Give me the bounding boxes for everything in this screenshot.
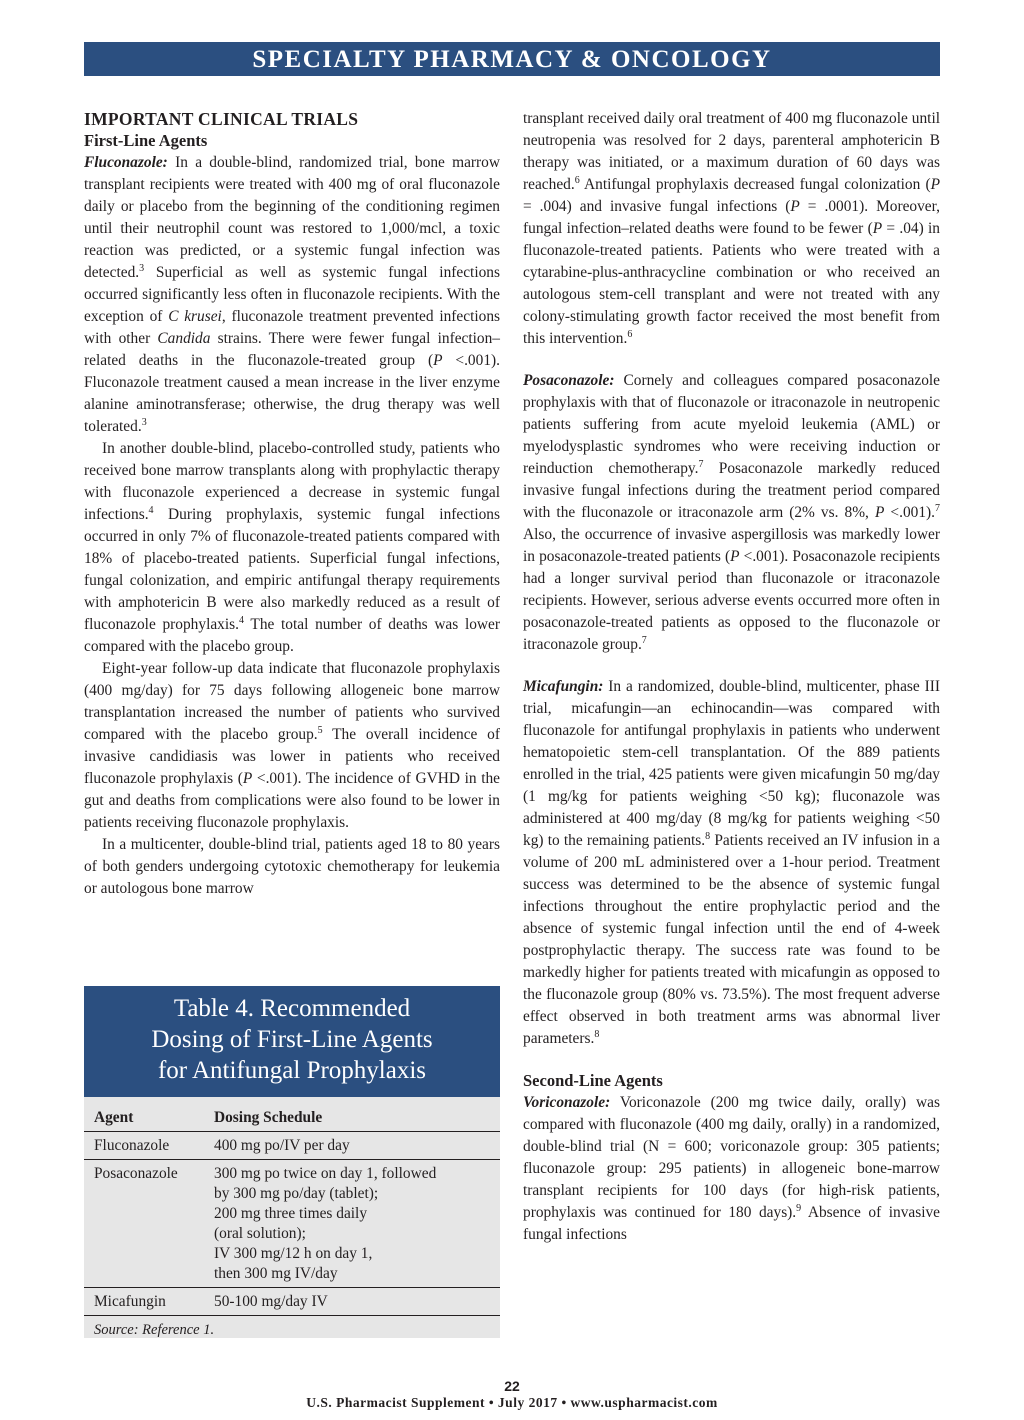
section-heading: IMPORTANT CLINICAL TRIALS: [84, 109, 359, 129]
drug-label-posaconazole: Posaconazole:: [523, 372, 615, 389]
drug-label-voriconazole: Voriconazole:: [523, 1094, 611, 1111]
dosing-table-box: [84, 986, 500, 1338]
drug-label-micafungin: Micafungin:: [523, 678, 604, 695]
agent-cell: Micafungin: [84, 1288, 204, 1316]
p-value-label: P: [790, 198, 800, 215]
p-value-label: P: [433, 352, 443, 369]
dosing-table: [84, 1103, 500, 1316]
reference-marker: 7: [935, 502, 941, 514]
table-source-note: Source: Reference 1.: [94, 1322, 215, 1338]
reference-marker: 3: [139, 262, 145, 274]
reference-marker: 8: [705, 830, 711, 842]
right-column: [523, 108, 940, 1246]
column-header-dosing: Dosing Schedule: [204, 1103, 500, 1132]
dosing-cell: 50-100 mg/day IV: [204, 1288, 500, 1316]
p-value-label: P: [930, 176, 940, 193]
table-row: [84, 1132, 500, 1160]
subheading-first-line-agents: First-Line Agents: [84, 131, 208, 150]
paragraph-posaconazole: Posaconazole: Cornely and colleagues compared posaconazole prophylaxis with that of fluconazole or itraconazole in neutropenic patients suffering from acute myeloid leukemia (AML) or myelodysplastic syndromes who were receiving induction or reinduction chemotherapy.$^7$ Posaconazole markedly reduced invasive fungal infections during the treatment period compared with the fluconazole or itraconazole arm (2% vs. 8%, P <.001).$^7$ Also, the occurrence of invasive aspergillosis was markedly lower in posaconazole-treated patients (P <.001). Posaconazole recipients had a longer survival period than fluconazole or itraconazole recipients. However, serious adverse events occurred more often in posaconazole-treated patients as opposed to the fluconazole or itraconazole group.$^7$: [523, 372, 941, 653]
table-row: [84, 1160, 500, 1288]
genus-name: Candida: [157, 330, 211, 347]
section-banner: SPECIALTY PHARMACY & ONCOLOGY: [84, 42, 940, 76]
p-value-label: P: [874, 504, 885, 521]
reference-marker: 5: [317, 724, 323, 736]
reference-marker: 9: [796, 1202, 802, 1214]
reference-marker: 6: [627, 328, 633, 340]
agent-cell: Fluconazole: [84, 1132, 204, 1160]
paragraph-fluconazole-3: Eight-year follow-up data indicate that fluconazole prophylaxis (400 mg/day) for 75 days following allogeneic bone marrow transplantation increased the number of patients who survived compared with the placebo group.$^5$ The overall incidence of invasive candidiasis was lower in patients who received fluconazole prophylaxis (P <.001). The incidence of GVHD in the gut and deaths from complications were also found to be lower in patients receiving fluconazole prophylaxis.: [84, 660, 500, 831]
drug-label-fluconazole: Fluconazole:: [84, 154, 168, 171]
table-header-row: [84, 1103, 500, 1132]
agent-cell: Posaconazole: [84, 1160, 204, 1288]
left-column: [84, 108, 500, 900]
reference-marker: 6: [574, 174, 580, 186]
publication-footer: U.S. Pharmacist Supplement • July 2017 • www.uspharmacist.com: [306, 1395, 718, 1410]
dosing-cell: 400 mg po/IV per day: [204, 1132, 500, 1160]
reference-marker: 8: [594, 1028, 600, 1040]
p-value-label: P: [872, 220, 883, 237]
reference-marker: 4: [148, 504, 154, 516]
p-value-label: P: [242, 770, 253, 787]
column-header-agent: Agent: [84, 1103, 204, 1132]
table-row: [84, 1288, 500, 1316]
paragraph-voriconazole: Voriconazole: Voriconazole (200 mg twice daily, orally) was compared with fluconazole (400 mg daily, orally) in a randomized, double-blind trial (N = 600; voriconazole group: 305 patients; fluconazole group: 295 patients) in allogeneic bone-marrow transplant recipients for 100 days (for high-risk patients, prophylaxis was continued for 180 days).$^9$ Absence of invasive fungal infections: [523, 1094, 941, 1243]
paragraph-micafungin: Micafungin: In a randomized, double-blind, multicenter, phase III trial, micafungin—an echinocandin—was compared with fluconazole for antifungal prophylaxis in patients who underwent hematopoietic stem-cell transplantation. Of the 889 patients enrolled in the trial, 425 patients were given micafungin 50 mg/day (1 mg/kg for patients weighing <50 kg); fluconazole was administered at 400 mg/day (8 mg/kg for patients weighing <50 kg) to the remaining patients.$^8$ Patients received an IV infusion in a volume of 200 mL administered over a 1-hour period. Treatment success was determined to be the absence of systemic fungal infections throughout the entire prophylactic period and the absence of systemic fungal infection until the end of 4-week postprophylactic therapy. The success rate was found to be markedly higher for patients treated with micafungin as opposed to the fluconazole group (80% vs. 73.5%). The most frequent adverse effect observed in both treatment arms was abnormal liver parameters.$^8$: [523, 678, 940, 1047]
table-title: Table 4. Recommended Dosing of First-Line Agents for Antifungal Prophylaxis: [84, 986, 500, 1097]
paragraph-fluconazole-1: Fluconazole: In a double-blind, randomized trial, bone marrow transplant recipients were treated with 400 mg of oral fluconazole daily or placebo from the beginning of the conditioning regimen until their neutrophil count was restored to 1,000/mcl, a toxic reaction was predicted, or a systemic fungal infection was detected.$^3$ Superficial as well as systemic fungal infections occurred significantly less often in fluconazole recipients. With the exception of C krusei, fluconazole treatment prevented infections with other Candida strains. There were fewer fungal infection–related deaths in the fluconazole-treated group (P <.001). Fluconazole treatment caused a mean increase in the liver enzyme alanine aminotransferase; otherwise, the drug therapy was well tolerated.$^3$: [84, 154, 501, 435]
reference-marker: 7: [641, 634, 647, 646]
paragraph-fluconazole-continued: transplant received daily oral treatment of 400 mg fluconazole until neutropenia was resolved for 2 days, parenteral amphotericin B therapy was initiated, or a maximum duration of 60 days was reached.$^6$ Antifungal prophylaxis decreased fungal colonization (P = .004) and invasive fungal infections (P = .0001). Moreover, fungal infection–related deaths were found to be fewer (P = .04) in fluconazole-treated patients. Patients who were treated with a cytarabine-plus-anthracycline combination or who received an autologous stem-cell transplant and were not treated with any colony-stimulating growth factor received the most benefit from this intervention.$^6$: [523, 110, 941, 347]
subheading-second-line-agents: Second-Line Agents: [523, 1071, 663, 1090]
paragraph-fluconazole-2: In another double-blind, placebo-controlled study, patients who received bone marrow transplants along with prophylactic therapy with fluconazole experienced a decrease in systemic fungal infections.$^4$ During prophylaxis, systemic fungal infections occurred in only 7% of fluconazole-treated patients compared with 18% of placebo-treated patients. Superficial fungal infections, fungal colonization, and empiric antifungal therapy requirements with amphotericin B were also markedly reduced as a result of fluconazole prophylaxis.$^4$ The total number of deaths was lower compared with the placebo group.: [84, 440, 500, 655]
species-name: C krusei: [168, 308, 222, 325]
page-number: 22: [504, 1378, 520, 1394]
paragraph-fluconazole-4: In a multicenter, double-blind trial, patients aged 18 to 80 years of both genders undergoing cytotoxic chemotherapy for leukemia or autologous bone marrow: [84, 836, 500, 897]
reference-marker: 7: [698, 458, 704, 470]
reference-marker: 4: [239, 614, 244, 626]
reference-marker: 3: [141, 416, 147, 428]
dosing-cell: 300 mg po twice on day 1, followed by 300 mg po/day (tablet); 200 mg three times daily (oral solution); IV 300 mg/12 h on day 1, then 300 mg IV/day: [204, 1160, 500, 1288]
p-value-label: P: [730, 548, 740, 565]
